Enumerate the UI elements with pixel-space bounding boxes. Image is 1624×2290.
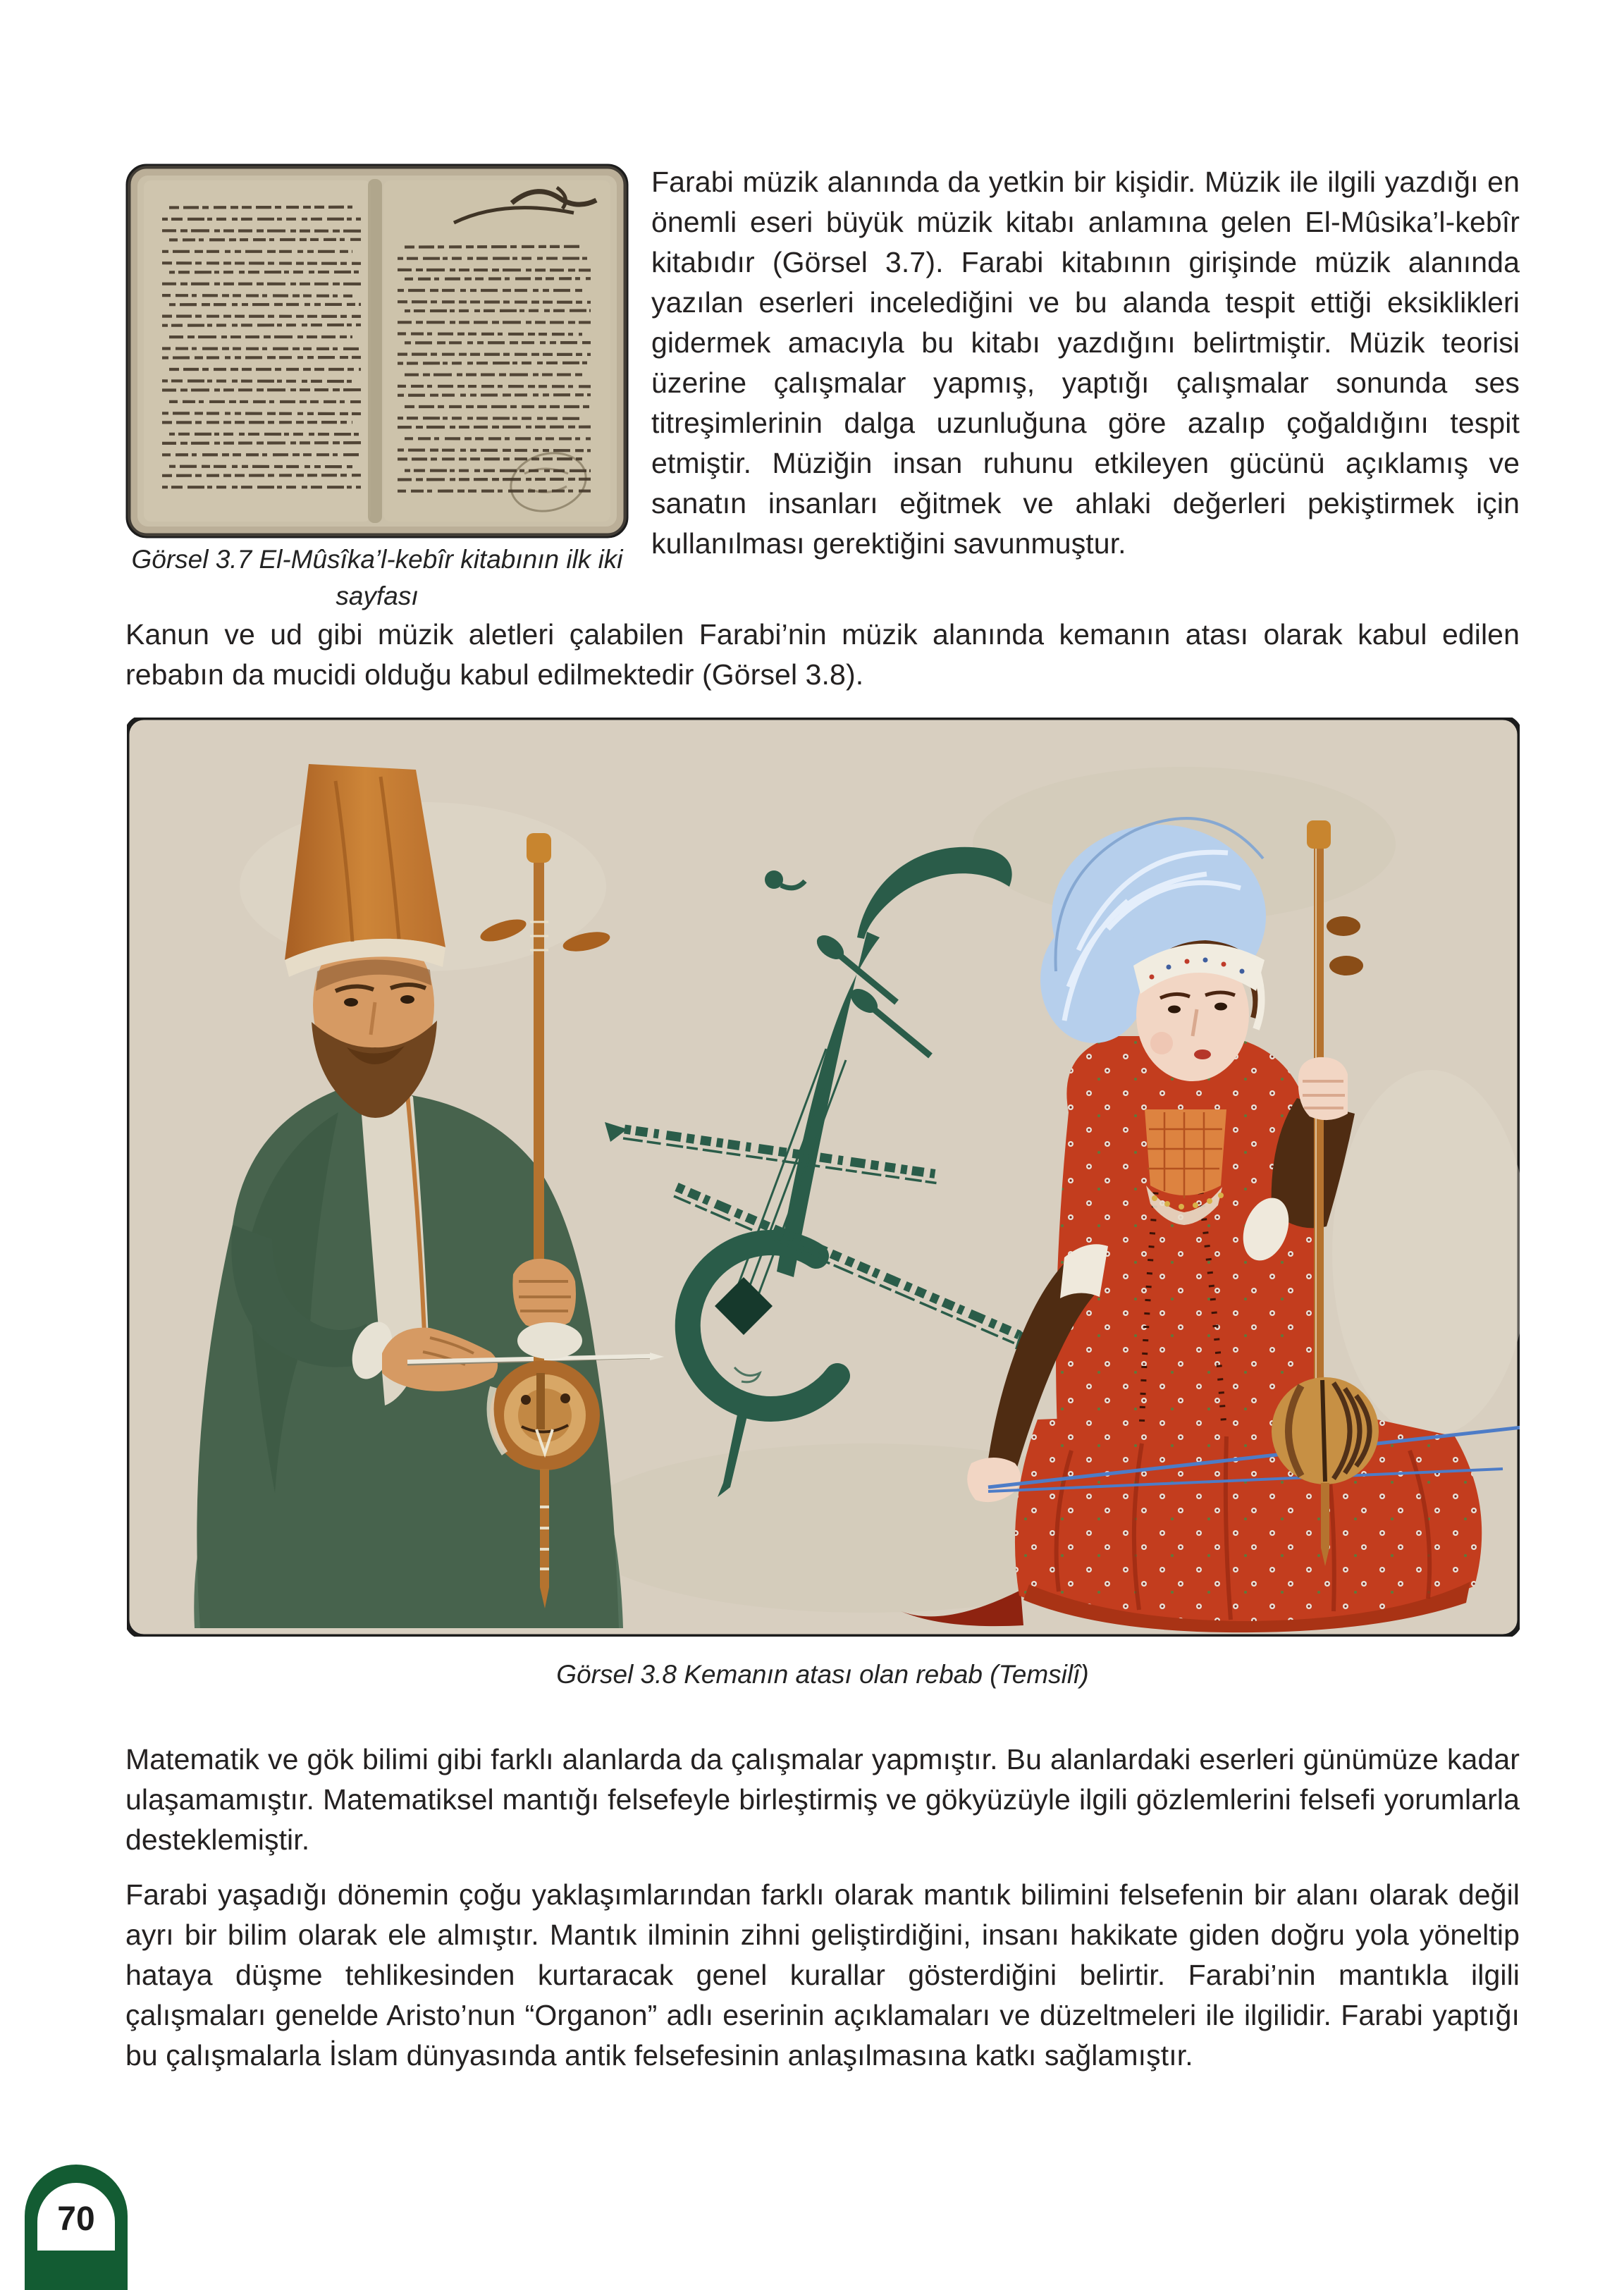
figure-3-8-caption: Görsel 3.8 Kemanın atası olan rebab (Temsilî) <box>556 1660 1089 1689</box>
woman-eye <box>1168 1006 1181 1014</box>
page-number-badge <box>25 2165 128 2290</box>
figure-rebab-illustration <box>127 718 1520 1637</box>
man-eye <box>400 995 414 1004</box>
man-eye <box>344 998 358 1007</box>
manuscript-image <box>125 164 629 538</box>
woman-eye <box>1214 1003 1227 1011</box>
figure-3-7-caption: Görsel 3.7 El-Mûsîka’l-kebîr kitabının ilk iki sayfası <box>131 545 623 610</box>
rebab-illustration <box>127 718 1520 1637</box>
tuning-peg <box>1327 916 1360 936</box>
woman-hand-grip <box>1298 1057 1348 1120</box>
page-number: 70 <box>57 2200 95 2238</box>
tuning-peg <box>1329 956 1363 975</box>
paragraph-rebab-inventor: Kanun ve ud gibi müzik aletleri çalabilen Farabi’nin müzik alanında kemanın atası olarak kabul edilen rebabın da mucidi olduğu kabul edilmektedir (Görsel 3.8). <box>125 618 1520 691</box>
book-gutter <box>368 179 382 523</box>
man-hand-grip <box>512 1259 576 1329</box>
paragraph-mathematics: Matematik ve gök bilimi gibi farklı alanlarda da çalışmalar yapmıştır. Bu alanlardaki eserleri günümüze kadar ulaşamamıştır. Matematiksel mantığı felsefeyle birleştirmiş ve gökyüzüyle ilgili gözlemlerini felsefi yorumlarla desteklemiştir. <box>125 1743 1520 1856</box>
page-number-arch <box>37 2183 115 2251</box>
paragraph-logic: Farabi yaşadığı dönemin çoğu yaklaşımlarından farklı olarak mantık bilimini felsefenin bir alanı olarak değil ayrı bir bilim olarak ele almıştır. Mantık ilminin zihni geliştirdiğini, insanı hakikate giden doğru yola yöneltip hataya düşme tehlikesinden kurtaracak genel kurallar gösterdiğini belirtir. Farabi’nin mantıkla ilgili çalışmaları genelde Aristo’nun “Organon” adlı eserinin açıklamaları ve düzeltmeleri ile ilgilidir. Farabi yaptığı bu çalışmalarla İslam dünyasında antik felsefesinin anlaşılmasına katkı sağlamıştır. <box>125 1878 1520 2072</box>
woman-lips <box>1194 1049 1211 1059</box>
woman-chest-panel <box>1145 1109 1226 1195</box>
figure-manuscript-photo <box>125 164 629 538</box>
paragraph-farabi-music: Farabi müzik alanında da yetkin bir kişidir. Müzik ile ilgili yazdığı en önemli eseri büyük müzik kitabı anlamına gelen El-Mûsika’l-kebîr kitabıdır (Görsel 3.7). Farabi kitabının girişinde müzik alanında yazılan eserleri incelediğini ve bu alanda tespit ettiği eksiklikleri gidermek amacıyla bu kitabı yazdığını belirtmiştir. Müzik teorisi üzerine çalışmalar yapmış, yaptığı çalışmalar sonunda ses titreşimlerinin dalga uzunluğuna göre azalıp çoğaldığını tespit etmiştir. Müziğin insan ruhunu etkileyen gücünü açıklamış ve sanatın insanları eğitmek ve ahlaki değerleri pekiştirmek için kullanılması gerektiğini savunmuştur. <box>651 166 1520 560</box>
